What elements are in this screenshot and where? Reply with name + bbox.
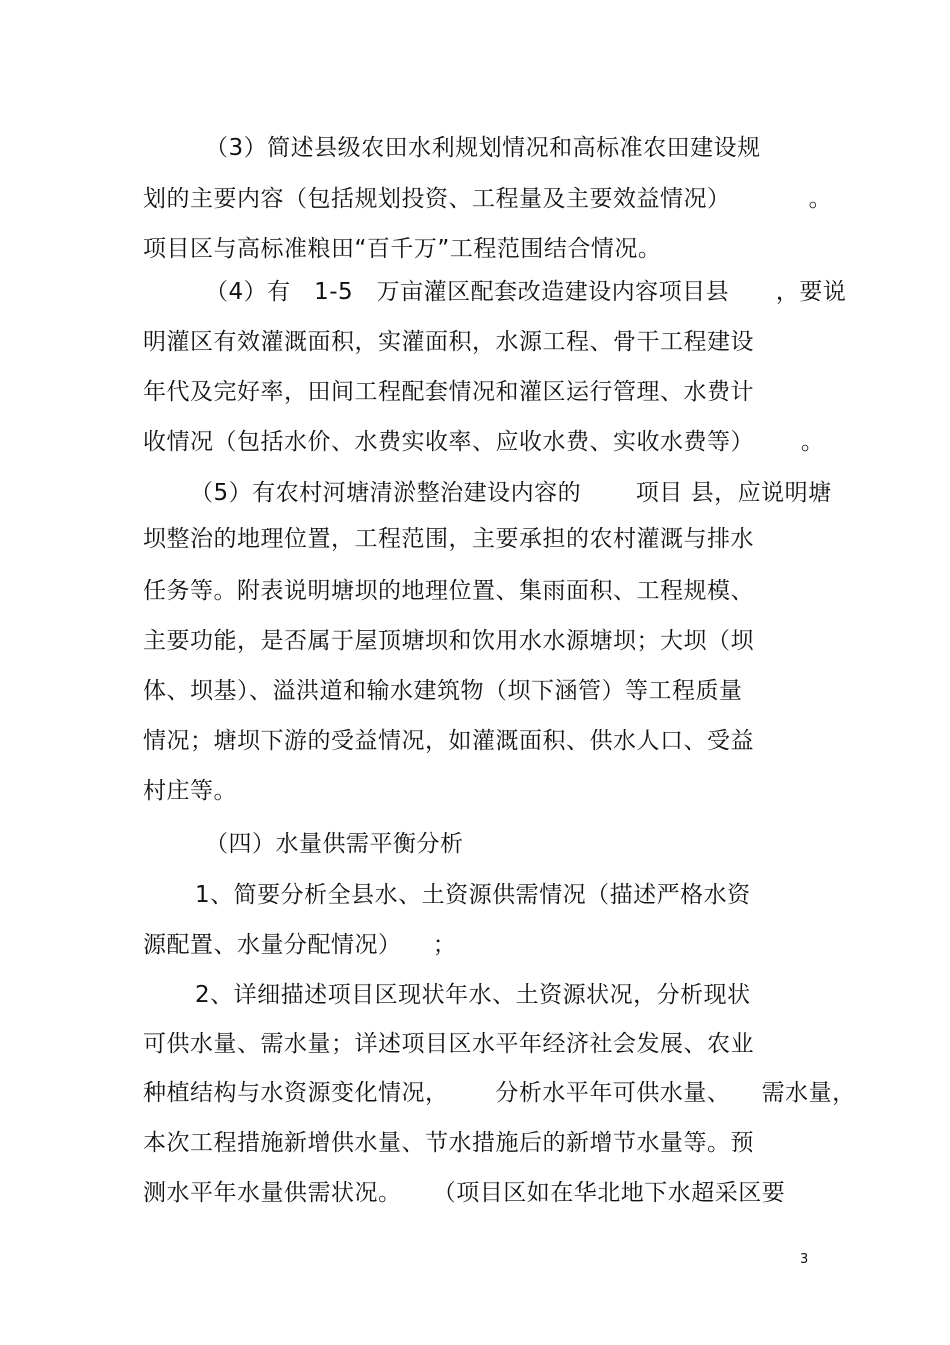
paragraph-5-line-2: 坝整治的地理位置，工程范围，主要承担的农村灌溉与排水 <box>143 526 754 552</box>
paragraph-5-line-6: 情况；塘坝下游的受益情况，如灌溉面积、供水人口、受益 <box>143 728 754 754</box>
item-1-line-2: 源配置、水量分配情况） ； <box>143 932 457 958</box>
item-2-line-1: 2、详细描述项目区现状年水、土资源状况，分析现状 <box>195 982 751 1008</box>
item-2-line-3: 种植结构与水资源变化情况， 分析水平年可供水量、 需水量， <box>143 1080 856 1106</box>
item-2-line-2: 可供水量、需水量；详述项目区水平年经济社会发展、农业 <box>143 1031 754 1057</box>
paragraph-5-line-3: 任务等。附表说明塘坝的地理位置、集雨面积、工程规模、 <box>143 578 754 604</box>
item-1-line-1: 1、简要分析全县水、土资源供需情况（描述严格水资 <box>195 882 751 908</box>
page-number: 3 <box>800 1252 809 1267</box>
paragraph-5-line-7: 村庄等。 <box>143 778 237 804</box>
paragraph-3-line-3: 项目区与高标准粮田“百千万”工程范围结合情况。 <box>143 236 662 262</box>
paragraph-4-line-4: 收情况（包括水价、水费实收率、应收水费、实收水费等） 。 <box>143 429 825 455</box>
paragraph-4-line-3: 年代及完好率，田间工程配套情况和灌区运行管理、水费计 <box>143 379 754 405</box>
paragraph-5-line-1: （5）有农村河塘清淤整治建设内容的 项目 县，应说明塘 <box>190 480 832 506</box>
item-2-line-4: 本次工程措施新增供水量、节水措施后的新增节水量等。预 <box>143 1130 754 1156</box>
section-heading: （四）水量供需平衡分析 <box>205 831 464 857</box>
paragraph-3-line-1: （3）简述县级农田水利规划情况和高标准农田建设规 <box>205 135 761 161</box>
paragraph-5-line-4: 主要功能，是否属于屋顶塘坝和饮用水水源塘坝；大坝（坝 <box>143 628 754 654</box>
paragraph-4-line-2: 明灌区有效灌溉面积，实灌面积，水源工程、骨干工程建设 <box>143 329 754 355</box>
item-2-line-5: 测水平年水量供需状况。 （项目区如在华北地下水超采区要 <box>143 1180 786 1206</box>
paragraph-4-line-1: （4）有 1-5 万亩灌区配套改造建设内容项目县 ，要说 <box>205 279 847 305</box>
paragraph-5-line-5: 体、坝基）、溢洪道和输水建筑物（坝下涵管）等工程质量 <box>143 678 743 704</box>
paragraph-3-line-2: 划的主要内容（包括规划投资、工程量及主要效益情况） 。 <box>143 186 833 212</box>
